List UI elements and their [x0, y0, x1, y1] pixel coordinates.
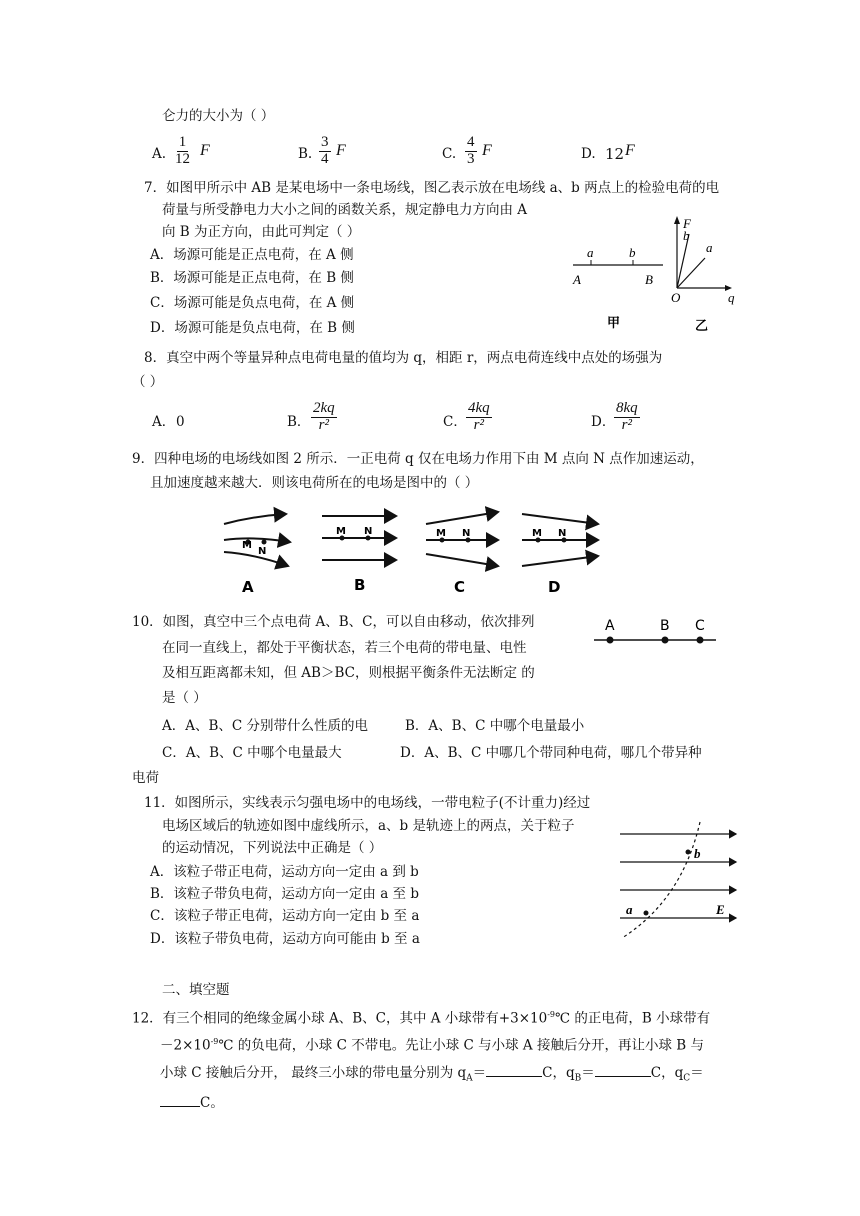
q8-option-c-letter: C．	[443, 414, 467, 430]
q6-option-a-fraction	[173, 135, 192, 168]
q7-figure	[565, 210, 745, 340]
q11-figure	[612, 820, 744, 944]
q12-line1: 12．有三个相同的绝缘金属小球 A、B、C，其中 A 小球带有$+3\times 10^{-9}℃$ 的正电荷，B 小球带有	[132, 1010, 711, 1027]
q6-option-a-letter: A.	[152, 146, 167, 162]
q10-option-c: C．A、B、C 中哪个电量最大	[162, 745, 342, 761]
q10-option-d: D．A、B、C 中哪几个带同种电荷，哪几个带异种	[400, 745, 702, 761]
q11-line2: 电场区域后的轨迹如图中虚线所示，a、b 是轨迹上的两点，关于粒子	[162, 818, 575, 834]
q7-option-b: B．场源可能是正点电荷，在 B 侧	[150, 270, 354, 286]
q6-option-b-fraction	[319, 135, 331, 168]
q8-option-a-letter: A．	[152, 414, 176, 430]
q7-label-yi: 乙	[695, 319, 709, 334]
q7-label-b: b	[629, 245, 636, 260]
q8-option-d-fraction	[614, 401, 640, 434]
q8-option-d-den: r²	[621, 416, 632, 433]
q9-a-label-n: N	[258, 546, 267, 557]
q12-line4	[160, 1094, 224, 1111]
q11-trajectory	[622, 822, 700, 938]
section-2-title: 二、填空题	[162, 982, 230, 998]
q10-label-b: B	[660, 618, 670, 634]
q8-option-b-letter: B．	[287, 414, 311, 430]
q7-label-A: A	[573, 272, 581, 287]
q10-line4: 是（ ）	[162, 690, 207, 706]
q12-line1-unit: ℃ 的正电荷，B 小球带有	[555, 1010, 711, 1027]
q8-line1: 8．真空中两个等量异种点电荷电量的值均为 q，相距 r，两点电荷连线中点处的场强为	[144, 350, 663, 366]
q6-option-a-den: 12	[175, 150, 190, 167]
q9-a-label-m: M	[242, 540, 252, 551]
q11-line3: 的运动情况，下列说法中正确是（ ）	[162, 840, 383, 856]
q12-sub-a: A	[466, 1073, 473, 1084]
q10-option-a: A．A、B、C 分别带什么性质的电	[162, 718, 369, 734]
q6-option-b-num: 3	[321, 134, 329, 150]
q6-option-c-den: 3	[467, 150, 475, 167]
q12-eq-a: ＝	[472, 1065, 487, 1081]
q9-field-c	[426, 512, 498, 566]
q10-charge-b	[662, 637, 669, 644]
q7-label-fa: a	[706, 240, 713, 255]
q12-unit-a: C，q	[542, 1065, 575, 1081]
q7-label-F: F	[683, 216, 691, 231]
q9-b-label-m: M	[336, 526, 346, 537]
q6-option-a-var: F	[200, 142, 210, 159]
q6-option-c-letter: C.	[442, 146, 457, 162]
q7-label-fb: b	[683, 228, 690, 243]
q7-line2: 荷量与所受静电力大小之间的函数关系，规定静电力方向由 A	[162, 202, 528, 218]
q9-figure	[214, 504, 608, 600]
q12-sub-b: B	[574, 1073, 582, 1084]
q6-option-a-num: 1	[178, 134, 187, 150]
q12-unit-b: C，q	[650, 1065, 684, 1081]
q10-line3: 及相互距离都未知，但 AB＞BC，则根据平衡条件无法断定 的	[162, 665, 535, 681]
q8-option-a-text: 0	[176, 414, 185, 430]
q9-c-label-n: N	[462, 528, 471, 539]
q8-option-c-num: 4kq	[468, 400, 490, 416]
q7-option-d: D．场源可能是负点电荷，在 B 侧	[150, 320, 355, 336]
q7-label-jia: 甲	[607, 316, 621, 331]
q9-line1: 9．四种电场的电场线如图 2 所示．一正电荷 q 仅在电场力作用下由 M 点向 N 点作加速运动，	[132, 451, 704, 467]
q9-d-label-m: M	[532, 528, 542, 539]
q6-option-c-num: 4	[467, 134, 475, 150]
q6-option-b-den: 4	[321, 150, 329, 167]
q9-b-label-n: N	[364, 526, 373, 537]
q12-line4-end: C。	[200, 1095, 224, 1111]
q6-option-c-var: F	[482, 142, 492, 159]
q11-label-b: b	[694, 846, 701, 861]
q7-line-a	[677, 258, 705, 288]
q12-line3	[160, 1064, 704, 1084]
q11-line1: 11．如图所示，实线表示匀强电场中的电场线，一带电粒子(不计重力)经过	[144, 795, 591, 811]
q12-eq-c: ＝	[690, 1065, 704, 1081]
q11-label-e: E	[716, 902, 725, 917]
q11-point-b	[686, 850, 691, 855]
q7-line1: 7．如图甲所示中 AB 是某电场中一条电场线，图乙表示放在电场线 a、b 两点上的检验电荷的电	[144, 180, 720, 196]
q11-option-b: B．该粒子带负电荷，运动方向一定由 a 至 b	[150, 886, 419, 902]
q11-label-a: a	[626, 902, 633, 917]
q7-option-c: C．场源可能是负点电荷，在 A 侧	[150, 295, 355, 311]
q8-option-d-num: 8kq	[616, 400, 638, 416]
q9-field-a	[224, 514, 290, 566]
q8-option-c-den: r²	[473, 416, 484, 433]
q10-figure	[590, 614, 720, 654]
q10-label-c: C	[695, 618, 705, 634]
q10-option-b: B．A、B、C 中哪个电量最小	[405, 718, 585, 734]
q7-label-O: O	[671, 290, 681, 305]
q6-stem-tail: 仑力的大小为（ ）	[162, 108, 275, 124]
q10-label-a: A	[605, 618, 615, 634]
q6-option-c-fraction	[465, 135, 477, 168]
q8-option-b-fraction	[311, 401, 337, 434]
q8-option-c-fraction	[466, 401, 492, 434]
q12-eq-b: ＝	[581, 1065, 595, 1081]
q12-line2-text: －2×10	[160, 1037, 211, 1054]
q9-field-b	[322, 516, 396, 560]
q9-label-a: A	[242, 578, 254, 596]
q12-line1-text: 12．有三个相同的绝缘金属小球 A、B、C，其中 A 小球带有+3×10	[132, 1010, 548, 1027]
q12-blank-c[interactable]	[160, 1094, 200, 1107]
q12-line3-text: 小球 C 接触后分开， 最终三小球的带电量分别为 q	[160, 1065, 467, 1081]
q11-option-d: D．该粒子带负电荷，运动方向可能由 b 至 a	[150, 931, 420, 947]
q12-blank-a[interactable]	[486, 1064, 542, 1077]
q7-label-a: a	[587, 245, 594, 260]
q6-option-b-letter: B.	[298, 146, 313, 162]
q12-line2-unit: ℃ 的负电荷，小球 C 不带电。先让小球 C 与小球 A 接触后分开，再让小球 B 与	[218, 1037, 704, 1054]
q10-line2: 在同一直线上，都处于平衡状态，若三个电荷的带电量、电性	[162, 640, 527, 656]
q6-option-d-letter: D.	[581, 146, 596, 162]
q9-line2: 且加速度越来越大．则该电荷所在的电场是图中的（ ）	[150, 475, 479, 491]
q6-option-d-var: F	[625, 142, 635, 159]
q11-option-a: A．该粒子带正电荷，运动方向一定由 a 到 b	[150, 864, 419, 880]
q8-line2: （ ）	[132, 374, 164, 390]
q7-option-a: A．场源可能是正点电荷，在 A 侧	[150, 247, 354, 263]
q6-option-b-var: F	[336, 142, 346, 159]
q12-line2: $-2\times 10^{-9}℃$ 的负电荷，小球 C 不带电。先让小球 C 与小球 A 接触后分开，再让小球 B 与	[160, 1037, 704, 1054]
q7-label-B: B	[645, 272, 653, 287]
q9-label-d: D	[548, 578, 561, 596]
q10-line1: 10．如图，真空中三个点电荷 A、B、C，可以自由移动，依次排列	[132, 614, 535, 630]
q9-label-b: B	[354, 576, 366, 594]
q6-option-d-text: 12	[605, 145, 625, 163]
q7-f-axis-arrow	[674, 216, 680, 224]
q10-charge-c	[697, 637, 704, 644]
q7-label-q: q	[728, 290, 735, 305]
q12-sub-c: C	[683, 1073, 691, 1084]
q9-field-d	[522, 514, 598, 566]
q9-c-label-m: M	[436, 528, 446, 539]
q7-line3: 向 B 为正方向，由此可判定（ ）	[162, 224, 361, 240]
q11-option-c: C．该粒子带正电荷，运动方向一定由 b 至 a	[150, 908, 420, 924]
q10-charge-a	[607, 637, 614, 644]
q9-d-label-n: N	[558, 528, 567, 539]
q8-option-d-letter: D．	[591, 414, 616, 430]
q12-blank-b[interactable]	[595, 1064, 651, 1077]
q8-option-b-den: r²	[318, 416, 329, 433]
q9-label-c: C	[454, 578, 466, 596]
q11-point-a	[644, 911, 649, 916]
q10-option-d-cont: 电荷	[132, 770, 159, 786]
q8-option-b-num: 2kq	[313, 400, 335, 416]
